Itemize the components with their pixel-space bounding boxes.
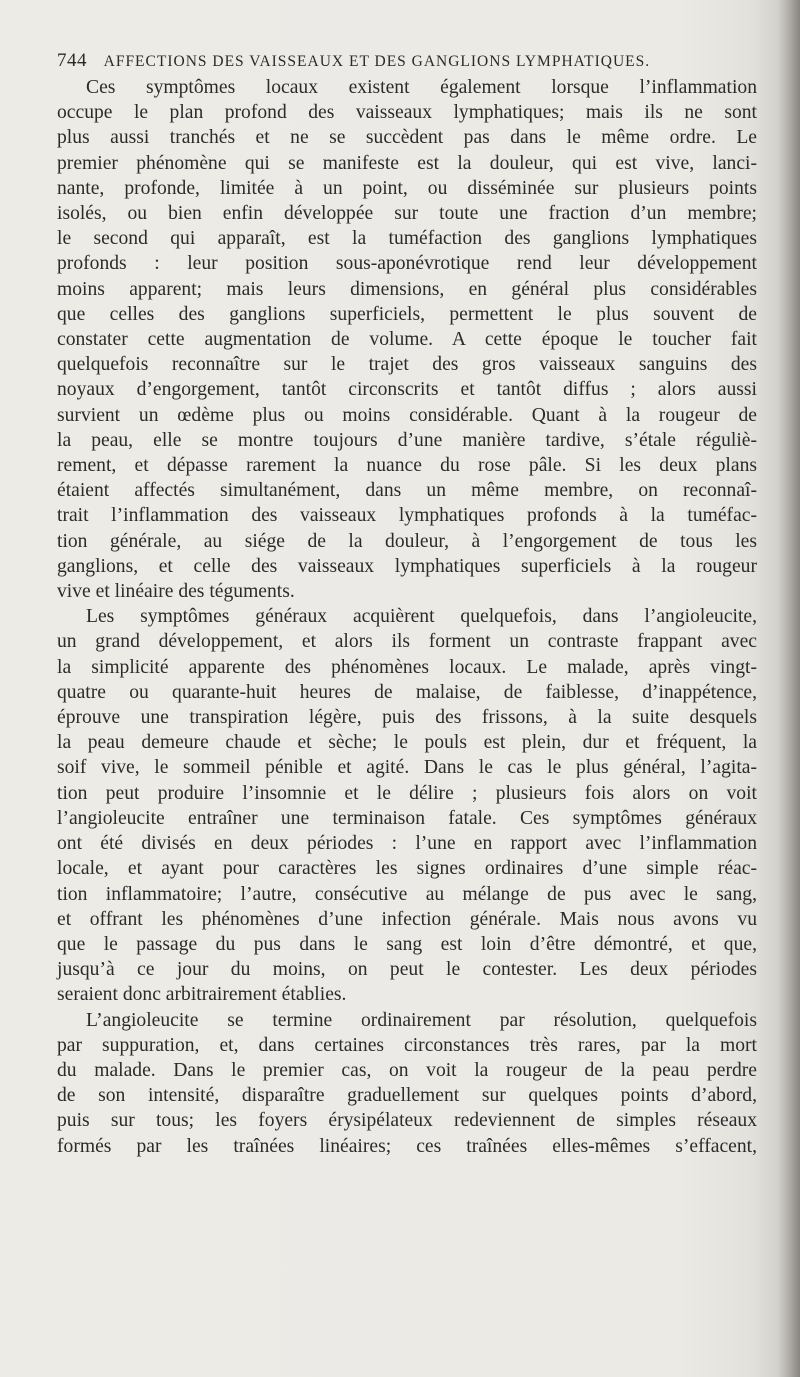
text-line: plus aussi tranchés et ne se succèdent pas dans le même ordre. Le [57, 127, 757, 149]
text-line: tion peut produire l’insomnie et le délire ; plusieurs fois alors on voit [57, 782, 757, 804]
text-line: que celles des ganglions superficiels, permettent le plus souvent de [57, 303, 757, 325]
text-line: de son intensité, disparaître graduellement sur quelques points d’abord, [57, 1085, 757, 1107]
text-line: vive et linéaire des téguments. [57, 581, 295, 603]
text-line: par suppuration, et, dans certaines circonstances très rares, par la mort [57, 1034, 757, 1056]
text-line: que le passage du pus dans le sang est loin d’être démontré, et que, [57, 933, 757, 955]
text-line: trait l’inflammation des vaisseaux lymphatiques profonds à la tuméfac- [57, 505, 757, 527]
text-line: ont été divisés en deux périodes : l’une en rapport avec l’inflammation [57, 833, 757, 855]
text-line: un grand développement, et alors ils forment un contraste frappant avec [57, 631, 757, 653]
page-number: 744 [57, 50, 87, 71]
text-line: quatre ou quarante-huit heures de malaise, de faiblesse, d’inappétence, [57, 681, 757, 703]
body-text [57, 75, 757, 1159]
text-line: constater cette augmentation de volume. A cette époque le toucher fait [57, 329, 757, 351]
paragraph-3 [57, 1008, 757, 1159]
text-line: l’angioleucite entraîner une terminaison fatale. Ces symptômes généraux [57, 807, 757, 829]
text-line: noyaux d’engorgement, tantôt circonscrits et tantôt diffus ; alors aussi [57, 379, 757, 401]
text-line: nante, profonde, limitée à un point, ou disséminée sur plusieurs points [57, 177, 757, 199]
page-binding-shadow [778, 0, 800, 1377]
text-line: quelquefois reconnaître sur le trajet des gros vaisseaux sanguins des [57, 354, 757, 376]
text-line: et offrant les phénomènes d’une infection générale. Mais nous avons vu [57, 908, 757, 930]
paragraph-2 [57, 604, 757, 1007]
text-line: ganglions, et celle des vaisseaux lymphatiques superficiels à la rougeur [57, 555, 757, 577]
page-header [57, 50, 747, 72]
text-line: Ces symptômes locaux existent également lorsque l’inflammation [86, 77, 757, 98]
text-line: jusqu’à ce jour du moins, on peut le contester. Les deux périodes [57, 959, 757, 981]
text-line: L’angioleucite se termine ordinairement par résolution, quelquefois [86, 1009, 757, 1031]
text-line: formés par les traînées linéaires; ces traînées elles-mêmes s’effacent, [57, 1135, 757, 1157]
text-line: survient un œdème plus ou moins considérable. Quant à la rougeur de [57, 404, 757, 426]
text-line: isolés, ou bien enfin développée sur toute une fraction d’un membre; [57, 203, 757, 225]
text-line: tion générale, au siége de la douleur, à l’engorgement de tous les [57, 530, 757, 552]
text-line: premier phénomène qui se manifeste est la douleur, qui est vive, lanci- [57, 152, 757, 174]
text-line: du malade. Dans le premier cas, on voit la rougeur de la peau perdre [57, 1059, 757, 1081]
text-line: la peau, elle se montre toujours d’une manière tardive, s’étale réguliè- [57, 429, 757, 451]
paragraph-1 [57, 75, 757, 604]
text-line: le second qui apparaît, est la tuméfaction des ganglions lymphatiques [57, 228, 757, 250]
text-line: rement, et dépasse rarement la nuance du rose pâle. Si les deux plans [57, 455, 757, 477]
text-line: moins apparent; mais leurs dimensions, en général plus considérables [57, 278, 757, 300]
text-line: soif vive, le sommeil pénible et agité. Dans le cas le plus général, l’agita- [57, 757, 757, 779]
text-line: étaient affectés simultanément, dans un même membre, on reconnaî- [57, 480, 757, 502]
text-line: locale, et ayant pour caractères les signes ordinaires d’une simple réac- [57, 858, 757, 880]
text-line: profonds : leur position sous-aponévrotique rend leur développement [57, 253, 757, 275]
text-line: la peau demeure chaude et sèche; le pouls est plein, dur et fréquent, la [57, 732, 757, 754]
text-line: la simplicité apparente des phénomènes locaux. Le malade, après vingt- [57, 656, 757, 678]
running-title: AFFECTIONS DES VAISSEAUX ET DES GANGLIONS LYMPHATIQUES. [103, 53, 651, 70]
text-line: Les symptômes généraux acquièrent quelquefois, dans l’angioleucite, [86, 606, 757, 628]
text-line: seraient donc arbitrairement établies. [57, 984, 347, 1006]
text-line: puis sur tous; les foyers érysipélateux redeviennent de simples réseaux [57, 1110, 757, 1132]
text-line: occupe le plan profond des vaisseaux lymphatiques; mais ils ne sont [57, 102, 757, 124]
text-line: éprouve une transpiration légère, puis des frissons, à la suite desquels [57, 707, 757, 729]
text-line: tion inflammatoire; l’autre, consécutive au mélange de pus avec le sang, [57, 883, 757, 905]
